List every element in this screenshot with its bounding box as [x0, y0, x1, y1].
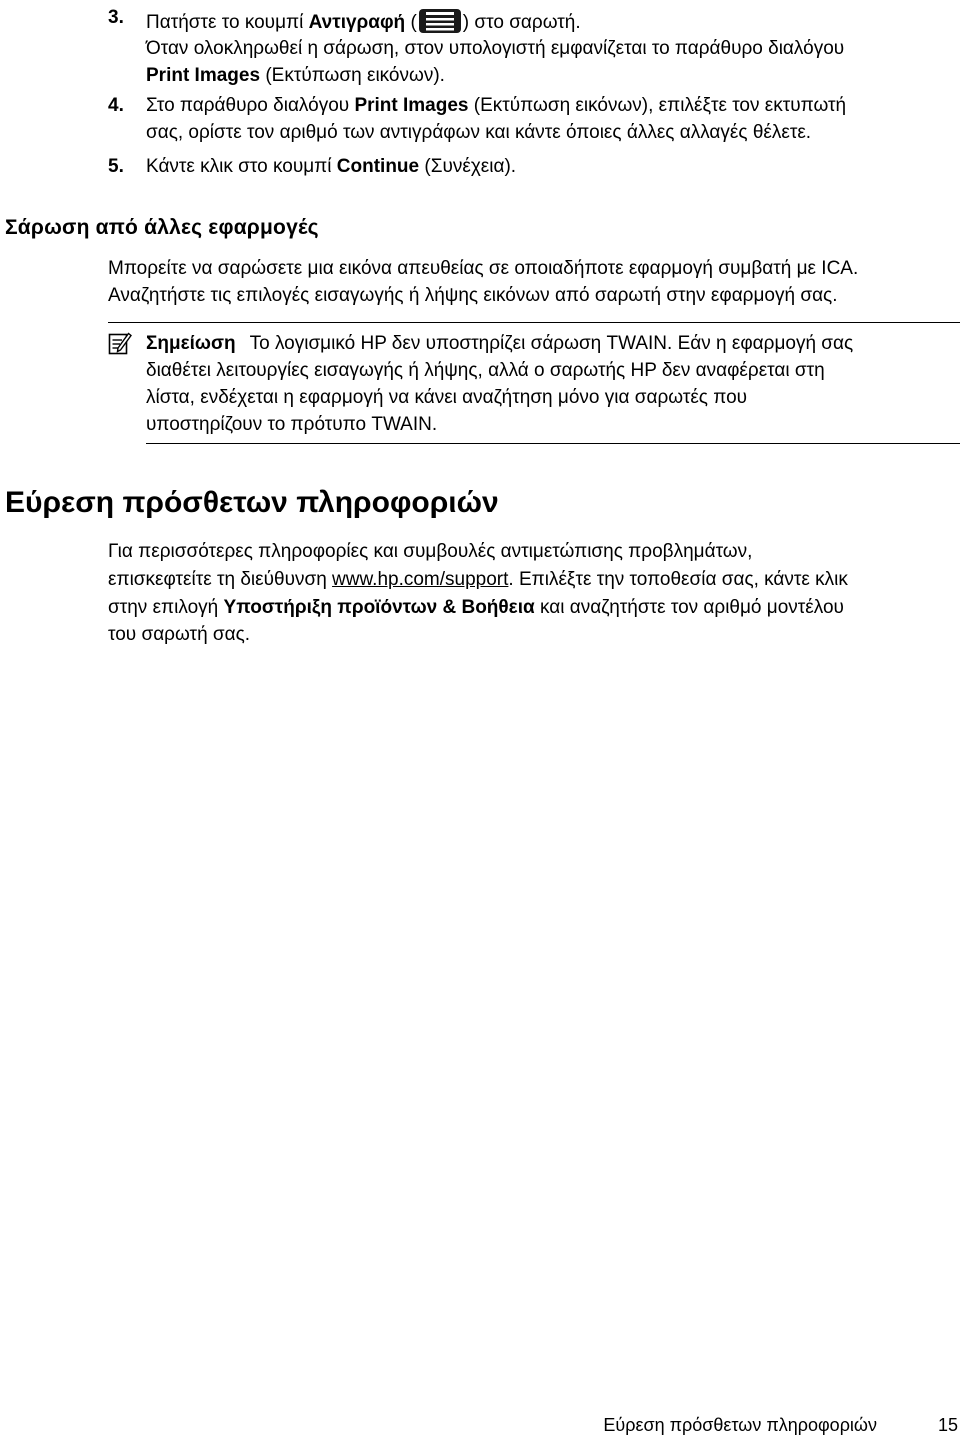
step-4-line-1 — [146, 92, 846, 119]
continue-button-label: Continue — [336, 156, 420, 177]
note-pencil-icon — [108, 331, 132, 355]
dialog-name: Print Images — [354, 95, 469, 116]
step-text: ) στο σαρωτή. — [462, 12, 581, 33]
note-text: Το λογισμικό HP δεν υποστηρίζει σάρωση TWAIN. Εάν η εφαρμογή σας — [249, 333, 854, 354]
step-text: ( — [405, 12, 417, 33]
note-line-3: λίστα, ενδέχεται η εφαρμογή να κάνει αναζήτηση μόνο για σαρωτές που — [146, 387, 748, 408]
paragraph-text: επισκεφτείτε τη διεύθυνση — [108, 569, 333, 590]
step-number: 3. — [108, 7, 124, 28]
step-text: (Συνέχεια). — [419, 156, 517, 177]
step-3-line-1 — [146, 8, 581, 36]
step-text: Κάντε κλικ στο κουμπί — [146, 156, 337, 177]
section-heading: Σάρωση από άλλες εφαρμογές — [5, 216, 319, 239]
section-paragraph-line: του σαρωτή σας. — [108, 624, 251, 645]
paragraph-text: στην επιλογή — [108, 597, 224, 618]
copy-button-label: Αντιγραφή — [308, 12, 406, 33]
note-line-2: διαθέτει λειτουργίες εισαγωγής ή λήψης, αλλά ο σαρωτής HP δεν αναφέρεται στη — [146, 360, 825, 381]
note-line-4: υποστηρίζουν το πρότυπο TWAIN. — [146, 414, 438, 435]
section-paragraph-line: Για περισσότερες πληροφορίες και συμβουλές αντιμετώπισης προβλημάτων, — [108, 541, 753, 562]
paragraph-text: . Επιλέξτε την τοποθεσία σας, κάντε κλικ — [508, 569, 848, 590]
support-link[interactable]: www.hp.com/support — [332, 569, 509, 590]
paragraph-text: και αναζητήστε τον αριθμό μοντέλου — [534, 597, 844, 618]
step-text: Στο παράθυρο διαλόγου — [146, 95, 355, 116]
note-bottom-divider — [146, 443, 960, 444]
page-number: 15 — [937, 1415, 958, 1435]
section-paragraph-line — [108, 594, 844, 621]
section-paragraph-line — [108, 566, 848, 593]
step-number: 5. — [108, 156, 124, 177]
section-paragraph-line: Μπορείτε να σαρώσετε μια εικόνα απευθείας σε οποιαδήποτε εφαρμογή συμβατή με ICA. — [108, 258, 859, 279]
step-3-line-3 — [146, 62, 445, 89]
step-number: 4. — [108, 95, 124, 116]
copy-button-icon — [418, 8, 462, 34]
step-text: (Εκτύπωση εικόνων), επιλέξτε τον εκτυπωτή — [468, 95, 847, 116]
step-4-line-2: σας, ορίστε τον αριθμό των αντιγράφων και κάντε όποιες άλλες αλλαγές θέλετε. — [146, 122, 812, 143]
section-paragraph-line: Αναζητήστε τις επιλογές εισαγωγής ή λήψης εικόνων από σαρωτή στην εφαρμογή σας. — [108, 285, 838, 306]
step-5-line-1 — [146, 153, 516, 180]
step-text: Πατήστε το κουμπί — [146, 12, 309, 33]
footer-title: Εύρεση πρόσθετων πληροφοριών — [603, 1415, 877, 1435]
step-3-line-2: Όταν ολοκληρωθεί η σάρωση, στον υπολογιστή εμφανίζεται το παράθυρο διαλόγου — [146, 38, 845, 59]
note-line-1 — [146, 330, 853, 357]
dialog-name: Print Images — [146, 65, 261, 86]
step-text: (Εκτύπωση εικόνων). — [260, 65, 445, 86]
note-label: Σημείωση — [146, 333, 236, 354]
menu-option-name: Υποστήριξη προϊόντων & Βοήθεια — [223, 597, 535, 618]
note-top-divider — [108, 322, 960, 323]
page-section-title: Εύρεση πρόσθετων πληροφοριών — [5, 486, 499, 519]
